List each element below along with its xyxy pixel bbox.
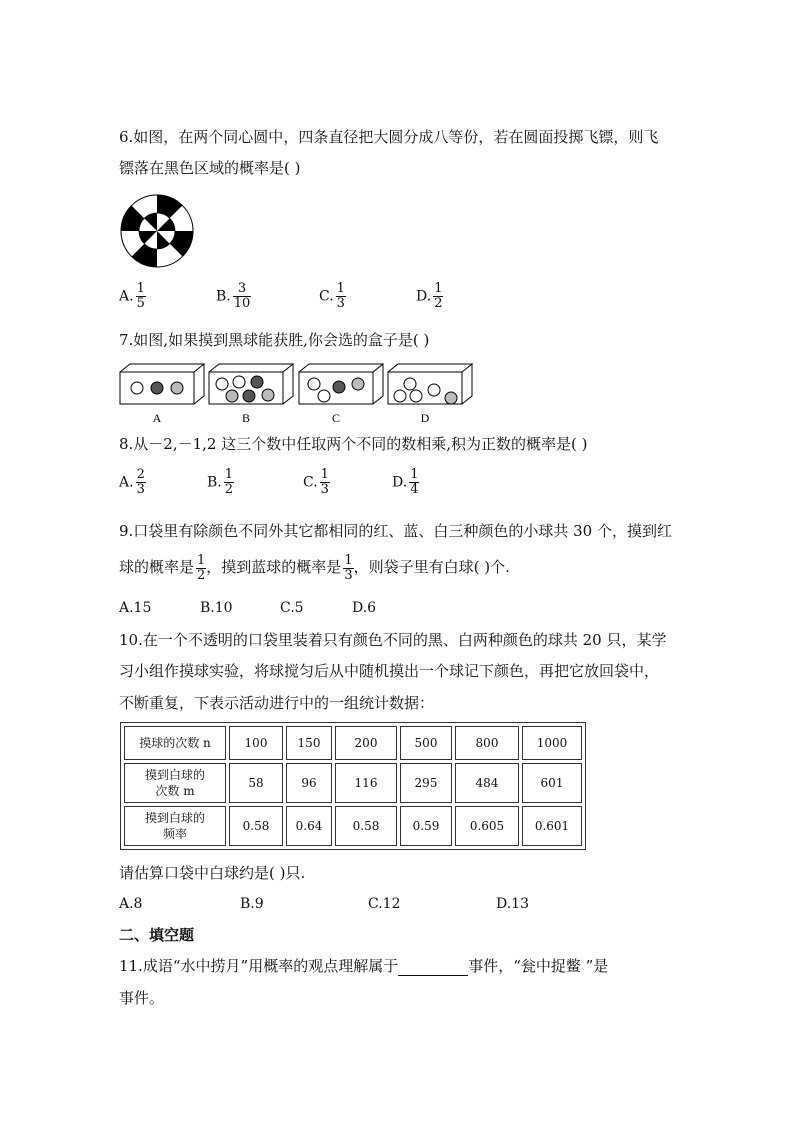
- table-cell: 摸到白球的 频率: [124, 806, 226, 846]
- q9-option-c: C.5: [280, 600, 304, 616]
- table-cell: 1000: [522, 726, 582, 760]
- q10-option-b: B.9: [240, 896, 264, 912]
- q7-line-1: 7.如图,如果摸到黑球能获胜,你会选的盒子是( ): [119, 331, 430, 349]
- q10-option-a: A.8: [119, 896, 143, 912]
- box-label-d: D: [420, 411, 430, 425]
- q10-option-c: C.12: [368, 896, 401, 912]
- q6-option-a: A. $\frac{1}{5}$: [119, 281, 145, 311]
- table-cell: 295: [400, 763, 452, 803]
- box-label-a: A: [152, 411, 162, 425]
- table-cell: 0.601: [522, 806, 582, 846]
- q10-line-4: 请估算口袋中白球约是( )只.: [119, 864, 306, 882]
- q9-option-d: D.6: [352, 600, 377, 616]
- table-cell: 摸球的次数 n: [124, 726, 226, 760]
- table-row: [124, 726, 582, 760]
- q9-option-a: A.15: [119, 600, 152, 616]
- section-heading: 二、填空题: [119, 926, 195, 944]
- q10-line-3: 不断重复，下表示活动进行中的一组统计数据：: [119, 694, 435, 712]
- table-cell: 500: [400, 726, 452, 760]
- table-cell: 800: [455, 726, 519, 760]
- q8-option-b: B. $\frac{1}{2}$: [207, 467, 234, 497]
- q6-option-c: C. $\frac{1}{3}$: [319, 281, 345, 311]
- table-cell: 484: [455, 763, 519, 803]
- box-a: [120, 364, 204, 404]
- table-cell: 0.59: [400, 806, 452, 846]
- table-cell: 116: [335, 763, 397, 803]
- dartboard-figure: [119, 193, 195, 269]
- box-label-b: B: [241, 411, 251, 425]
- table-cell: 0.58: [335, 806, 397, 846]
- stats-table: [120, 722, 586, 850]
- q8-line-1: 8.从－2,－1,2 这三个数中任取两个不同的数相乘,积为正数的概率是( ): [119, 435, 588, 453]
- q9-line-2: 球的概率是 $\frac{1}{2}$ ，摸到蓝球的概率是 $\frac{1}{3}$ ，则袋子里有白球( )个.: [119, 552, 510, 583]
- table-cell: 0.64: [286, 806, 332, 846]
- q6-option-b: B. $\frac{3}{10}$: [216, 281, 251, 311]
- box-b: [209, 364, 293, 404]
- box-d: [388, 364, 472, 404]
- table-cell: 摸到白球的 次数 m: [124, 763, 226, 803]
- table-cell: 0.58: [229, 806, 283, 846]
- table-cell: 96: [286, 763, 332, 803]
- table-cell: 100: [229, 726, 283, 760]
- table-cell: 150: [286, 726, 332, 760]
- answer-blank[interactable]: [398, 959, 468, 976]
- q10-line-1: 10.在一个不透明的口袋里装着只有颜色不同的黑、白两种颜色的球共 20 只，某学: [119, 631, 667, 649]
- box-label-c: C: [331, 411, 341, 425]
- q8-option-d: D. $\frac{1}{4}$: [392, 467, 419, 497]
- q8-option-c: C. $\frac{1}{3}$: [303, 467, 329, 497]
- q9-option-b: B.10: [200, 600, 233, 616]
- table-row: [124, 806, 582, 846]
- q6-option-d: D. $\frac{1}{2}$: [416, 281, 443, 311]
- q11-line-2: 事件。: [119, 989, 165, 1007]
- q10-line-2: 习小组作摸球实验，将球搅匀后从中随机摸出一个球记下颜色，再把它放回袋中，: [119, 662, 660, 680]
- table-cell: 601: [522, 763, 582, 803]
- table-cell: 200: [335, 726, 397, 760]
- q8-option-a: A. $\frac{2}{3}$: [119, 467, 145, 497]
- table-cell: 0.605: [455, 806, 519, 846]
- q6-line-1: 6.如图，在两个同心圆中，四条直径把大圆分成八等份，若在圆面投掷飞镖，则飞: [119, 128, 659, 146]
- box-c: [299, 364, 383, 404]
- q10-option-d: D.13: [496, 896, 529, 912]
- table-cell: 58: [229, 763, 283, 803]
- table-row: [124, 763, 582, 803]
- q11-line-1: 11.成语“水中捞月”用概率的观点理解属于 事件，“瓮中捉鳖 ”是: [119, 957, 609, 975]
- q6-line-2: 镖落在黑色区域的概率是( ): [119, 159, 301, 177]
- q9-line-1: 9.口袋里有除颜色不同外其它都相同的红、蓝、白三种颜色的小球共 30 个，摸到红: [119, 522, 672, 540]
- ball-boxes-figure: [118, 360, 478, 428]
